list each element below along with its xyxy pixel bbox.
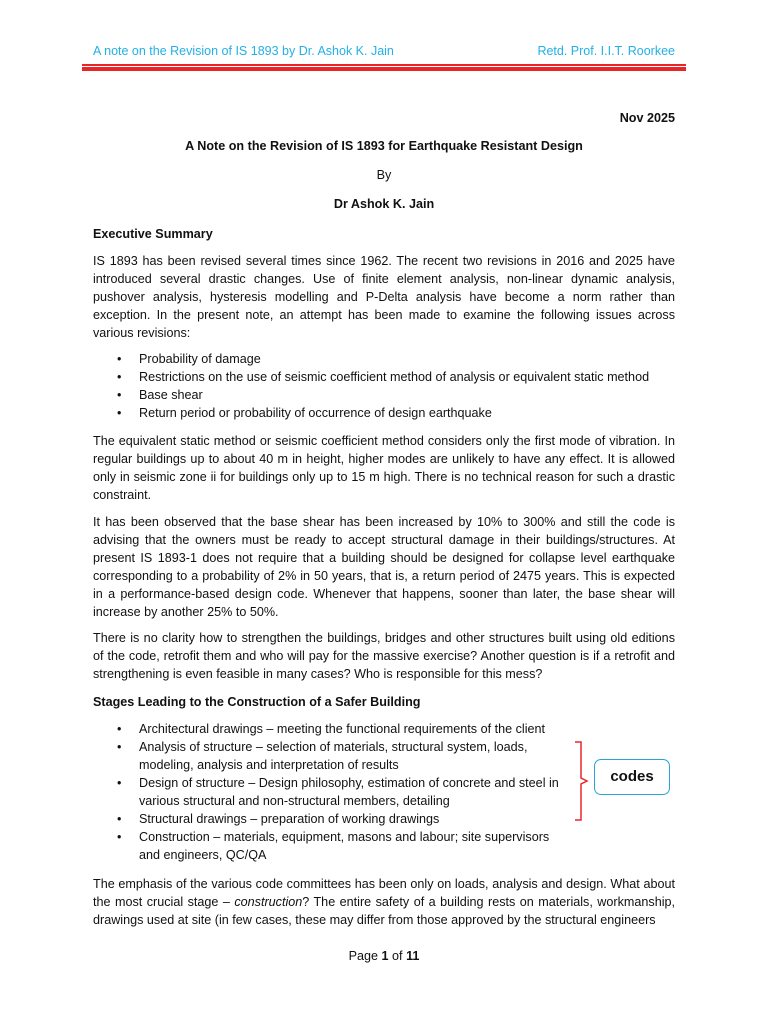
bullet-icon: •: [117, 406, 122, 420]
bullet-icon: •: [117, 830, 122, 844]
bullet-icon: •: [117, 722, 122, 736]
document-title: A Note on the Revision of IS 1893 for Earthquake Resistant Design: [185, 139, 583, 153]
list-item: • Probability of damage: [117, 352, 261, 366]
bullet-icon: •: [117, 352, 122, 366]
right-brace-icon: [574, 741, 590, 821]
bullet-icon: •: [117, 740, 122, 754]
stages-list: [93, 720, 573, 864]
bullet-icon: •: [117, 370, 122, 384]
executive-summary-heading: Executive Summary: [93, 227, 213, 241]
page-footer: Page 1 of 11: [348, 949, 420, 963]
stages-heading: Stages Leading to the Construction of a Safer Building: [93, 695, 421, 709]
header-rule-thick: [82, 67, 686, 71]
header-author-affiliation: Retd. Prof. I.I.T. Roorkee: [537, 44, 675, 58]
bullet-icon: •: [117, 388, 122, 402]
summary-paragraph-4: There is no clarity how to strengthen the buildings, bridges and other structures built using old editions of the code, retrofit them and who will pay for the massive exercise? Another question is if a retrofit and strengthening is even feasible in many cases? Who is responsible for this mess?: [93, 631, 675, 681]
codes-callout-box: codes: [594, 759, 670, 795]
list-item: • Base shear: [117, 388, 203, 402]
list-item: • Construction – materials, equipment, masons and labour; site supervisors and engineers, QC/QA: [117, 830, 550, 862]
list-item: • Design of structure – Design philosophy, estimation of concrete and steel in various structural and non-structural members, detailing: [117, 776, 559, 808]
list-item: • Architectural drawings – meeting the functional requirements of the client: [117, 722, 546, 736]
issues-list: [93, 350, 649, 422]
running-header: [93, 44, 675, 60]
bullet-icon: •: [117, 776, 122, 790]
header-rule-thin: [82, 64, 686, 66]
list-item: • Return period or probability of occurrence of design earthquake: [117, 406, 492, 420]
header-title: A note on the Revision of IS 1893 by Dr. Ashok K. Jain: [93, 44, 394, 58]
summary-paragraph-2: The equivalent static method or seismic coefficient method considers only the first mode of vibration. In regular buildings up to about 40 m in height, higher modes are unlikely to have any effect. It is allowed only in seismic zone ii for buildings only up to 15 m high. There is no technical reason for such a drastic constraint.: [93, 434, 675, 502]
by-line: By: [376, 168, 392, 182]
summary-paragraph-3: It has been observed that the base shear has been increased by 10% to 300% and still the code is advising that the owners must be ready to accept structural damage in their buildings/structures. At present IS 1893-1 does not require that a building should be designed for collapse level earthquake corresponding to a probability of 2% in 50 years, that is, a return period of 2475 years. This is expected in a performance-based design code. Whenever that happens, sooner than later, the base shear will increase by another 25% to 50%.: [93, 515, 675, 619]
closing-paragraph: The emphasis of the various code committees has been only on loads, analysis and design. What about the most crucial stage – construction? The entire safety of a building rests on materials, workmanship, drawings used at site (in few cases, these may differ from those approved by the structural engineers: [93, 877, 675, 927]
list-item: • Structural drawings – preparation of working drawings: [117, 812, 440, 826]
document-date: Nov 2025: [619, 111, 675, 125]
list-item: • Restrictions on the use of seismic coefficient method of analysis or equivalent static method: [117, 370, 650, 384]
page-count: 11: [406, 949, 420, 963]
bullet-icon: •: [117, 812, 122, 826]
list-item: • Analysis of structure – selection of materials, structural system, loads, modeling, analysis and interpretation of results: [117, 740, 528, 772]
summary-paragraph-1: IS 1893 has been revised several times since 1962. The recent two revisions in 2016 and 2025 have introduced several drastic changes. Use of finite element analysis, non-linear dynamic analysis, pushover analysis, hysteresis modelling and P-Delta analysis have become a norm rather than exception. In the present note, an attempt has been made to examine the following issues across various revisions:: [93, 254, 675, 340]
page-number: 1: [381, 949, 389, 963]
author-name: Dr Ashok K. Jain: [333, 197, 435, 211]
